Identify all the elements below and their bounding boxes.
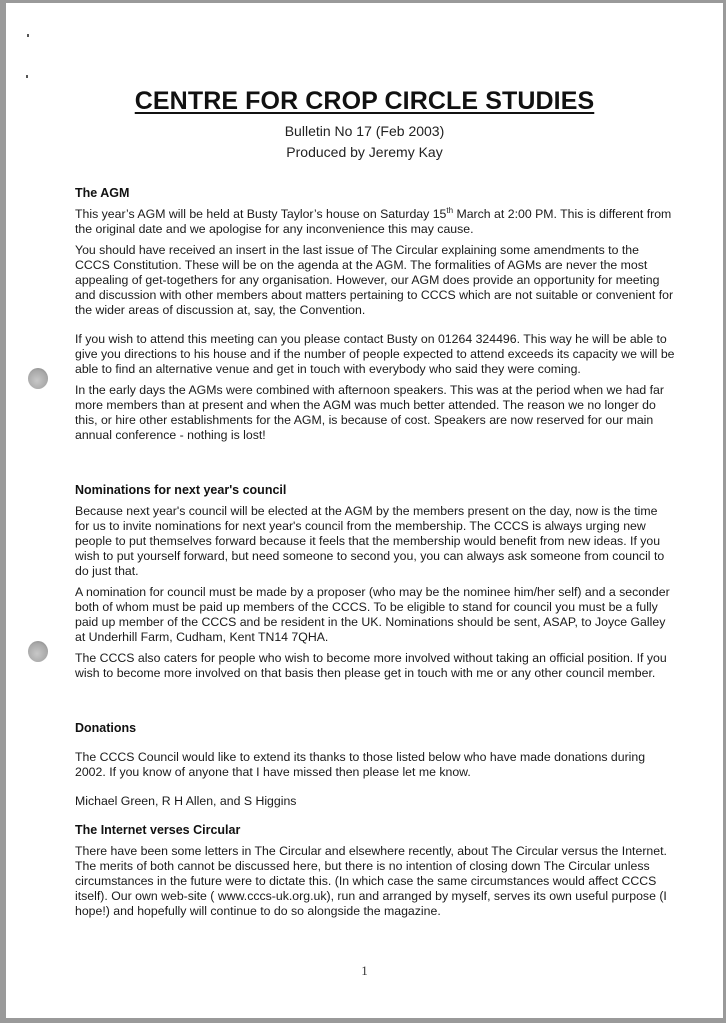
paragraph: Because next year's council will be elected at the AGM by the members present on the day, now is the time for us to invite nominations for next year's council from the membership. The CCCS is always urging new people to put themselves forward because it feels that the membership would benefit from new ideas. If you wish to put yourself forward, but need someone to second you, you can always ask someone from council to do just that.: [75, 504, 665, 578]
paragraph-text: March at 2:00 PM. This is different from the original date and we apologise for any inconvenience this may cause.: [75, 207, 672, 236]
ordinal-suffix: th: [446, 205, 454, 215]
document-page: [6, 3, 723, 1018]
paragraph: The CCCS also caters for people who wish to become more involved without taking an official position. If you wish to become more involved on that basis then please get in touch with me or any other council member.: [75, 651, 667, 680]
paragraph: A nomination for council must be made by a proposer (who may be the nominee him/her self) and a seconder both of whom must be paid up members of the CCCS. To be eligible to stand for council you must be a fully paid up member of the CCCS and be resident in the UK. Nominations should be sent, ASAP, to Joyce Galley at Underhill Farm, Cudham, Kent TN14 7QHA.: [75, 585, 670, 644]
paragraph: The CCCS Council would like to extend its thanks to those listed below who have made donations during 2002. If you know of anyone that I have missed then please let me know.: [75, 750, 646, 779]
section-agm: [75, 186, 675, 443]
paragraph: You should have received an insert in the last issue of The Circular explaining some amendments to the CCCS Constitution. These will be on the agenda at the AGM. The formalities of AGMs are never the most appealing of get-togethers for any organisation. However, our AGM does provide an opportunity for meeting and discussion with other members about matters pertaining to CCCS which are not suitable or convenient for the wider areas of discussion at, say, the Convention.: [75, 243, 674, 317]
document-title: CENTRE FOR CROP CIRCLE STUDIES: [134, 87, 595, 115]
scan-speck: [27, 34, 29, 37]
bulletin-number: Bulletin No 17 (Feb 2003): [284, 123, 445, 139]
punch-hole: [28, 368, 48, 389]
punch-hole: [28, 641, 48, 662]
section-heading: The Internet verses Circular: [75, 823, 241, 837]
section-heading: Nominations for next year's council: [75, 483, 287, 497]
page-number: 1: [361, 963, 368, 978]
section-internet: [75, 823, 675, 919]
section-heading: Donations: [75, 721, 137, 735]
paragraph: There have been some letters in The Circular and elsewhere recently, about The Circular versus the Internet. The merits of both cannot be discussed here, but there is no intention of closing down The Circular unless circumstances in the future were to dictate this. (In which case the same circumstances would affect CCCS itself). Our own web-site ( www.cccs-uk.org.uk), run and arranged by myself, serves its own useful purpose (I hope!) and hopefully will continue to do so alongside the magazine.: [75, 844, 667, 918]
paragraph-text: This year’s AGM will be held at Busty Taylor’s house on Saturday 15: [75, 207, 447, 221]
paragraph: [75, 207, 675, 237]
paragraph: In the early days the AGMs were combined with afternoon speakers. This was at the period when we had far more members than at present and when the AGM was much better attended. The reason we no longer do this, or hire other establishments for the AGM, is because of cost. Speakers are now reserved for our main annual conference - nothing is lost!: [75, 383, 664, 442]
scan-speck: [26, 75, 28, 78]
donor-list: Michael Green, R H Allen, and S Higgins: [75, 794, 297, 808]
producer-line: Produced by Jeremy Kay: [286, 144, 443, 160]
paragraph: If you wish to attend this meeting can you please contact Busty on 01264 324496. This way he will be able to give you directions to his house and if the number of people expected to attend exceeds its capacity we will be able to find an alternative venue and get in touch with everybody who said they were coming.: [75, 332, 675, 376]
section-heading: The AGM: [75, 186, 130, 200]
section-donations: [75, 721, 675, 809]
article-body: [75, 186, 675, 925]
section-nominations: [75, 483, 675, 681]
